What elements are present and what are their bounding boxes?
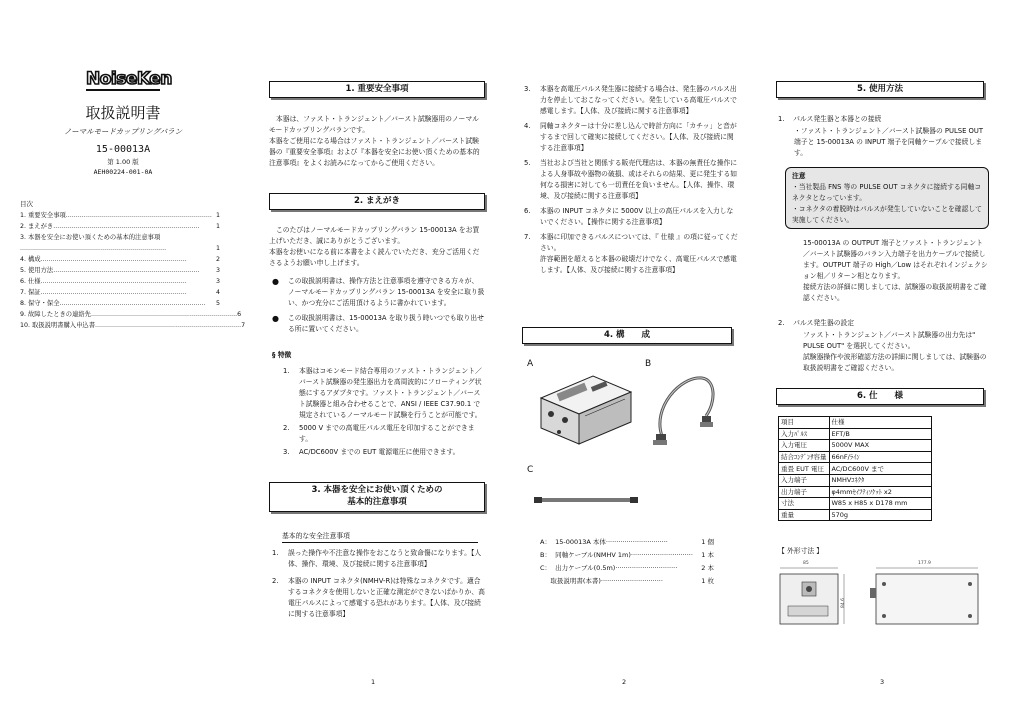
parts-list-item: A： 15-00013A 本体 ······························ 1 個 — [540, 538, 714, 546]
page-number: 1 — [371, 678, 376, 686]
spec-table — [778, 416, 932, 521]
list-item: 4. 同軸コネクターは十分に差し込んで時計方向に「カチッ」と音がするまで回して確実に接続してください。【人体、及び接続に関する注意事項】 — [524, 122, 737, 152]
table-row: 結合ｺﾝﾃﾞﾝｻ容量 66nF/ﾗｲﾝ — [779, 451, 932, 463]
toc-item[interactable]: 3. 本器を安全にお使い頂くための基本的注意事項 — [20, 234, 161, 241]
step-2-text: ファスト・トランジェント／バースト試験器の出力先は" PULSE OUT" を選択してください。 試験器操作や波形確認方法の詳細に関しましては、試験器の取扱説明書をご確認ください。 — [803, 331, 987, 372]
table-row: 項目 仕様 — [779, 417, 932, 429]
dimensions-label: 【 外形寸法 】 — [778, 547, 824, 555]
step-2-heading: 2. パルス発生器の設定 — [778, 319, 855, 327]
step-1-details: 15-00013A の OUTPUT 端子とファスト・トランジェント／バースト試験器のバラン入力端子を出力ケーブルで接続します。OUTPUT 端子の High／Low はそれぞれインジェクション相／リターン相となります。 接続方法の詳細に関しましては、試験器の取扱説明書をご確認ください。 — [803, 239, 988, 302]
list-item: 2. 5000 V までの高電圧パルス電圧を印加することができます。 — [283, 424, 475, 443]
toc-item[interactable]: 8. 保守・保全 ......................................................................... 5 — [20, 300, 220, 307]
toc-item[interactable]: 4. 構成 ......................................................................... 2 — [20, 256, 220, 263]
dimension-width: 85 — [803, 561, 809, 566]
dimension-height: 84.6 — [840, 598, 846, 609]
document-version: 第 1.00 版 — [107, 158, 139, 166]
table-of-contents — [20, 210, 246, 331]
section-6-header: 6. 仕 様 — [776, 388, 984, 405]
toc-item[interactable]: 2. まえがき ......................................................................... 1 — [20, 223, 220, 230]
toc-label: 目次 — [20, 200, 33, 208]
parts-list — [540, 536, 714, 588]
section-1-header: 1. 重要安全事項 — [269, 81, 485, 98]
list-item: 3. 本器を高電圧パルス発生器に接続する場合は、発生器のパルス出力を停止しておこなってください。発生している高電圧パルスで感電します。【人体、及び接続に関する注意事項】 — [524, 85, 737, 115]
table-row: 重量 570g — [779, 509, 932, 521]
coaxial-cable-illustration — [650, 368, 720, 450]
document-title: 取扱説明書 — [85, 104, 161, 122]
section-4-header: 4. 構 成 — [522, 327, 732, 344]
bullet-item: ● この取扱説明書は、15-00013A を取り扱う時いつでも取り出せる所に置いてください。 — [272, 314, 484, 333]
toc-item[interactable]: 5. 使用方法 ......................................................................... 3 — [20, 267, 220, 274]
model-number: 15-00013A — [95, 144, 151, 155]
main-unit-illustration — [535, 368, 635, 448]
toc-item[interactable]: 9. 故障したときの連絡先 ......................................................................... 6 — [20, 311, 242, 318]
toc-item[interactable]: ......................................................................... 1 — [20, 245, 220, 252]
section-2-intro: このたびはノーマルモードカップリングバラン 15-00013A をお買上げいただき、誠にありがとうございます。 本器をお使いになる前に本書をよく読んでいただき、充分ご活用くださるようお願い申し上げます。 — [269, 226, 480, 267]
section-3-header: 3. 本器を安全にお使い頂くための 基本的注意事項 — [269, 482, 485, 512]
table-row: 寸法 W85 x H85 x D178 mm — [779, 498, 932, 510]
table-row: 入力電圧 5000V MAX — [779, 440, 932, 452]
list-item: 3. AC/DC600V までの EUT 電源電圧に使用できます。 — [283, 448, 460, 456]
front-view-drawing — [776, 562, 856, 628]
component-label-c: C — [527, 465, 534, 475]
step-1-text: ・ファスト・トランジェント／バースト試験器の PULSE OUT 端子と 15-00013A の INPUT 端子を同軸ケーブルで接続します。 — [794, 127, 984, 157]
caution-title: 注意 — [792, 172, 806, 180]
toc-item[interactable]: 10. 取扱説明書購入申込書 ......................................................................... 7 — [20, 322, 246, 329]
section-3-list-continued — [524, 84, 740, 278]
table-row: 入力ﾊﾟﾙｽ EFT/B — [779, 428, 932, 440]
list-item: 1. 本器はコモンモード結合専用のファスト・トランジェント／バースト試験器の発生器出力を高周波的にフローティング状態にするアダプタです。ファスト・トランジェント／バースト試験器と組み合わせることで、ANSI / IEEE C37.90.1 で規定されているノーマルモード試験を行うことが可能です。 — [283, 367, 482, 419]
section-3-subheading: 基本的な安全注意事項 — [282, 531, 478, 543]
toc-item[interactable]: 6. 仕様 ......................................................................... 3 — [20, 278, 220, 285]
noiseken-logo: NoiseKen — [86, 69, 172, 89]
document-code: AEH00224-001-0A — [93, 168, 153, 176]
parts-list-item: 取扱説明書(本書) ······························ 1 枚 — [540, 577, 714, 585]
features-heading: § 特徴 — [272, 351, 292, 359]
logo-underline — [86, 89, 160, 91]
section-1-body: 本器は、ファスト・トランジェント／バースト試験器用のノーマルモードカップリングバランです。 本器をご使用になる場合はファスト・トランジェント／バースト試験器の『重要安全事項』および『本器を安全にお使い頂くための基本的注意事項』をよくお読みになってからご使用ください。 — [269, 115, 480, 167]
document-subtitle: ノーマルモードカップリングバラン — [63, 127, 183, 136]
component-label-a: A — [527, 359, 534, 369]
list-item: 5. 当社および当社と関係する販売代理店は、本器の無責任な操作による人身事故や器物の破損、或はそれらの結果、更に発生する如何なる損害に対しても一切責任を負いません。【人体、操作、環境、及び接続に関する注意事項】 — [524, 159, 738, 200]
section-3-list — [272, 548, 485, 622]
toc-item[interactable]: 1. 重要安全事項 ......................................................................... 1 — [20, 212, 220, 219]
table-row: 入力端子 NMHVｺﾈｸﾀ — [779, 474, 932, 486]
dimension-depth: 177.9 — [918, 561, 931, 566]
component-label-b: B — [645, 359, 652, 369]
section-2-header: 2. まえがき — [269, 193, 485, 210]
list-item: 6. 本器の INPUT コネクタに 5000V 以上の高圧パルスを入力しないでください。【操作に関する注意事項】 — [524, 207, 734, 226]
section-5-header: 5. 使用方法 — [776, 81, 984, 98]
toc-item[interactable]: 7. 保証 ......................................................................... 4 — [20, 289, 220, 296]
page-number: 2 — [622, 678, 627, 686]
step-1-heading: 1. パルス発生器と本器との接続 — [778, 115, 882, 123]
list-item: 2. 本器の INPUT コネクタ(NMHV-R)は特殊なコネクタです。適合するコネクタを使用しないと正確な測定ができないばかりか、高電圧パルスによって感電する恐れがあります。【人体、及び接続に関する注意事項】 — [272, 577, 485, 618]
caution-line: ・当社製品 FNS 等の PULSE OUT コネクタに接続する同軸コネクタとなっています。 — [792, 183, 982, 202]
parts-list-item: B： 同軸ケーブル(NMHV 1m) ······························ 1 本 — [540, 551, 714, 559]
list-item: 1. 誤った操作や不注意な操作をおこなうと致命傷になります。【人体、操作、環境、及び接続に関する注意事項】 — [272, 549, 482, 568]
list-item: 7. 本器に印加できるパルスについては、『 仕様 』の項に従ってください。 許容範囲を超えると本器の破壊だけでなく、高電圧パルスで感電します。【人体、及び接続に関する注意事項】 — [524, 233, 738, 274]
page-number: 3 — [880, 678, 885, 686]
output-cable-illustration — [532, 493, 640, 507]
table-row: 出力端子 φ4mmｾｲﾌﾃｨｿｹｯﾄ x2 — [779, 486, 932, 498]
caution-line: ・コネクタの着脱時はパルスが発生していないことを確認して実施してください。 — [792, 205, 982, 224]
side-view-drawing — [866, 562, 988, 628]
section-2-bullets — [272, 276, 485, 339]
caution-box — [785, 167, 989, 229]
table-row: 重畳 EUT 電圧 AC/DC600V まで — [779, 463, 932, 475]
features-list — [283, 366, 485, 460]
parts-list-item: C： 出力ケーブル(0.5m) ······························ 2 本 — [540, 564, 714, 572]
bullet-item: ● この取扱説明書は、操作方法と注意事項を遵守できる方々が、ノーマルモードカップリングバラン 15-00013A を安全に取り扱い、かつ充分にご活用頂けるように書かれています。 — [272, 277, 485, 307]
